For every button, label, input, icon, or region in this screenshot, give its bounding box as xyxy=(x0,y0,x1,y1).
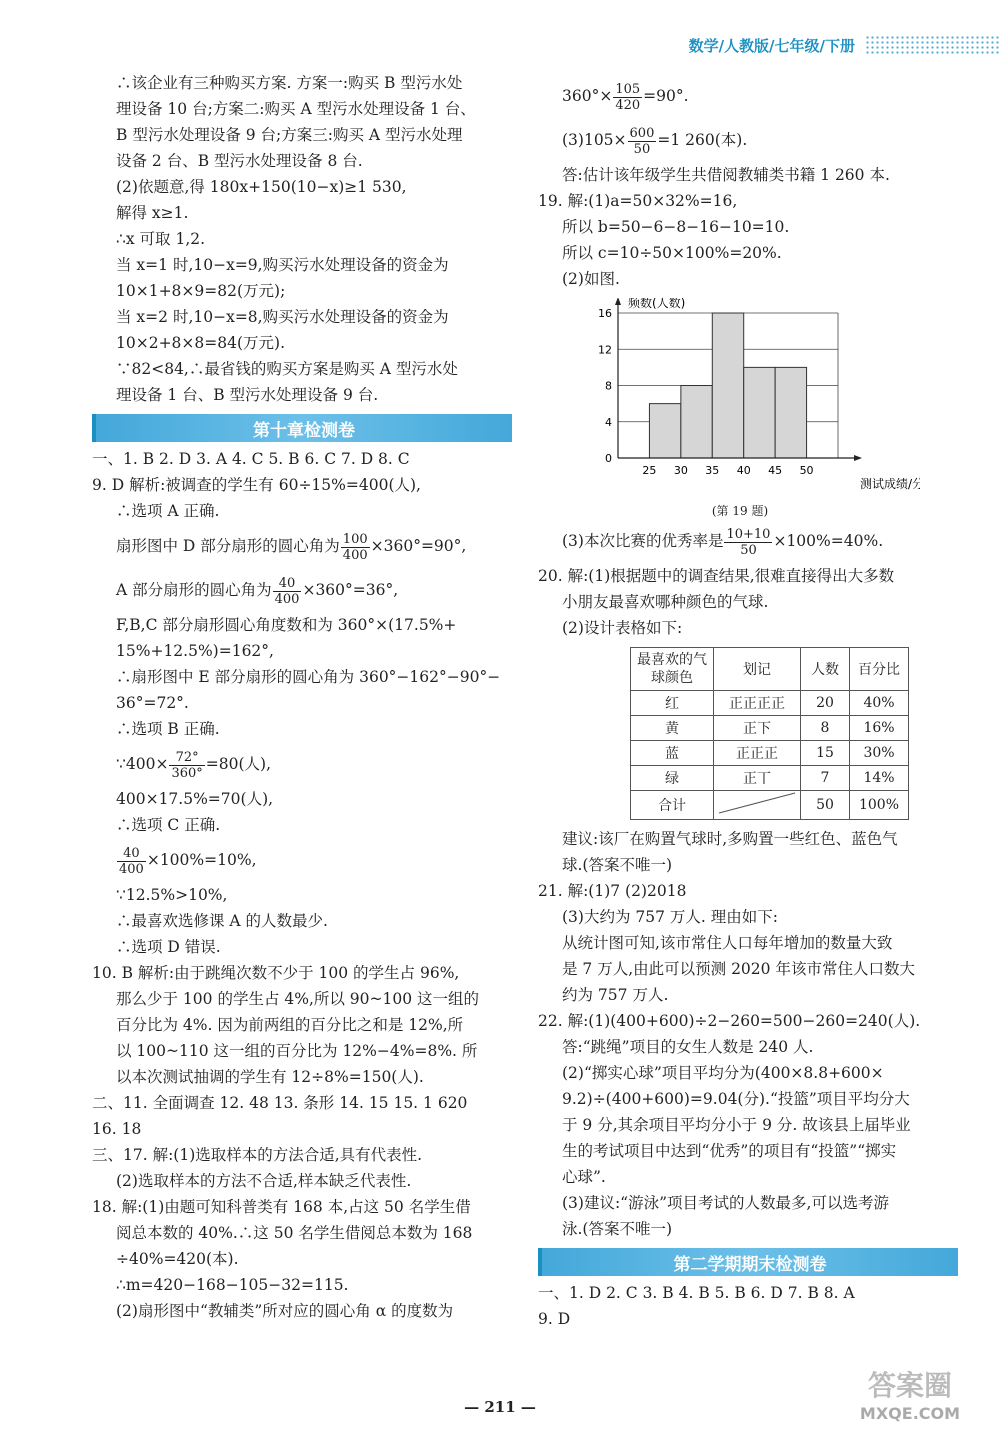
formula-text: A 部分扇形的圆心角为 xyxy=(116,581,272,599)
text-line: 理设备 10 台;方案二:购买 A 型污水处理设备 1 台、 xyxy=(116,100,476,118)
text-line: 所以 c=10÷50×100%=20%. xyxy=(562,244,782,262)
table-cell: 15 xyxy=(801,741,850,766)
table-cell: 蓝 xyxy=(631,741,714,766)
fraction xyxy=(169,750,204,781)
formula-line xyxy=(538,519,958,563)
fraction-numerator: 40 xyxy=(117,846,146,862)
y-axis-label: 频数(人数) xyxy=(628,298,686,310)
chart-caption: (第 19 题) xyxy=(711,504,769,518)
formula-text: 扇形图中 D 部分扇形的圆心角为 xyxy=(116,537,340,555)
text-line: ∴选项 D 错误. xyxy=(116,938,221,956)
answer-line: 21. 解:(1)7 (2)2018 xyxy=(538,882,687,900)
fraction-denominator: 420 xyxy=(615,97,641,113)
fraction-numerator: 105 xyxy=(615,81,641,97)
fraction xyxy=(613,82,642,113)
fraction-denominator: 400 xyxy=(342,547,368,563)
answer-line: 19. 解:(1)a=50×32%=16, xyxy=(538,192,738,210)
text-line: 36°=72°. xyxy=(116,694,189,712)
left-column xyxy=(92,70,512,1324)
formula-line xyxy=(538,74,958,118)
text-line: 答:估计该年级学生共借阅教辅类书籍 1 260 本. xyxy=(562,166,890,184)
text-line: ∵82<84,∴最省钱的购买方案是购买 A 型污水处 xyxy=(116,360,458,378)
fraction-numerator: 72° xyxy=(169,750,204,766)
text-line: (2)选取样本的方法不合适,样本缺乏代表性. xyxy=(116,1172,412,1190)
text-line: 解得 x≥1. xyxy=(116,204,189,222)
table-row xyxy=(631,791,909,820)
balloon-color-table xyxy=(630,647,909,820)
text-line: (2)如图. xyxy=(562,270,620,288)
diagonal-slash xyxy=(717,791,797,815)
watermark-text: 答案圈 xyxy=(867,1369,952,1402)
fraction-denominator: 50 xyxy=(633,141,651,157)
text-line: ∴选项 C 正确. xyxy=(116,816,221,834)
watermark-logo xyxy=(840,1364,980,1434)
table-header-cell: 划记 xyxy=(714,648,801,691)
text-line: ∴该企业有三种购买方案. 方案一:购买 B 型污水处 xyxy=(116,74,463,92)
y-tick-label: 12 xyxy=(598,343,612,357)
table-cell: 红 xyxy=(631,691,714,716)
right-column xyxy=(538,74,958,1332)
x-tick-label: 35 xyxy=(705,464,720,477)
answer-line: 三、17. 解:(1)选取样本的方法合适,具有代表性. xyxy=(92,1146,423,1164)
table-cell: 正正正正 xyxy=(714,691,801,716)
formula-text: =80(人), xyxy=(205,755,271,773)
formula-line xyxy=(92,838,512,882)
answer-line: 16. 18 xyxy=(92,1120,142,1138)
text-line: ∴扇形图中 E 部分扇形的圆心角为 360°−162°−90°− xyxy=(116,668,501,686)
fraction-numerator: 100 xyxy=(342,531,368,547)
text-line: (2)扇形图中“教辅类”所对应的圆心角 α 的度数为 xyxy=(116,1302,454,1320)
x-tick-label: 45 xyxy=(768,464,783,477)
formula-line xyxy=(92,568,512,612)
fraction-denominator: 400 xyxy=(119,861,144,877)
table-cell: 黄 xyxy=(631,716,714,741)
text-line: 从统计图可知,该市常住人口每年增加的数量大致 xyxy=(562,934,893,952)
fraction xyxy=(724,527,772,558)
text-line: 建议:该厂在购置气球时,多购置一些红色、蓝色气 xyxy=(562,830,898,848)
formula-text: ×360°=90°, xyxy=(370,537,467,555)
page-header xyxy=(620,28,1000,62)
table-row xyxy=(631,691,909,716)
text-line: 10×1+8×9=82(万元); xyxy=(116,282,286,300)
table-cell: 14% xyxy=(850,766,909,791)
text-line: ∴最喜欢选修课 A 的人数最少. xyxy=(116,912,328,930)
text-line: 设备 2 台、B 型污水处理设备 8 台. xyxy=(116,152,363,170)
formula-text: ×100%=40%. xyxy=(773,532,884,550)
y-tick-label: 4 xyxy=(605,415,612,429)
formula-text: =90°. xyxy=(643,87,689,105)
table-row xyxy=(631,716,909,741)
text-line: 以本次测试抽调的学生有 12÷8%=150(人). xyxy=(116,1068,424,1086)
fraction xyxy=(628,126,657,157)
table-cell: 正正正 xyxy=(714,741,801,766)
text-line: ∴m=420−168−105−32=115. xyxy=(116,1276,349,1294)
text-line: 是 7 万人,由此可以预测 2020 年该市常住人口数大 xyxy=(562,960,915,978)
formula-line xyxy=(92,742,512,786)
formula-text: 360°× xyxy=(562,87,613,105)
section-banner-final-exam: 第二学期期末检测卷 xyxy=(538,1248,958,1276)
table-header-row xyxy=(631,648,909,691)
text-line: 以 100~110 这一组的百分比为 12%−4%=8%. 所 xyxy=(116,1042,478,1060)
text-line: 小朋友最喜欢哪种颜色的气球. xyxy=(562,593,769,611)
formula-text: (3)本次比赛的优秀率是 xyxy=(562,532,724,550)
table-cell: 8 xyxy=(801,716,850,741)
fraction-denominator: 50 xyxy=(740,542,757,558)
fraction-numerator: 600 xyxy=(629,125,655,141)
fraction-denominator: 360° xyxy=(171,765,203,781)
x-axis-arrow xyxy=(854,455,862,461)
histogram-chart xyxy=(590,298,920,498)
text-line: 10×2+8×8=84(万元). xyxy=(116,334,286,352)
text-line: 400×17.5%=70(人), xyxy=(116,790,274,808)
table-cell: 100% xyxy=(850,791,909,820)
text-line: 生的考试项目中达到“优秀”的项目有“投篮”“掷实 xyxy=(562,1142,897,1160)
text-line: 于 9 分,其余项目平均分小于 9 分. 故该县上届毕业 xyxy=(562,1116,911,1134)
table-cell: 正下 xyxy=(714,716,801,741)
text-line: (3)建议:“游泳”项目考试的人数最多,可以选考游 xyxy=(562,1194,889,1212)
watermark-url: MXQE.COM xyxy=(859,1404,961,1423)
table-row xyxy=(631,766,909,791)
table-cell: 绿 xyxy=(631,766,714,791)
fraction-denominator: 400 xyxy=(274,591,300,607)
header-text: 最喜欢的气球颜色 xyxy=(637,652,707,686)
table-cell-diagonal xyxy=(714,791,801,820)
fraction xyxy=(273,576,302,607)
answer-line: 9. D 解析:被调查的学生有 60÷15%=400(人), xyxy=(92,476,421,494)
y-tick-label: 0 xyxy=(605,452,612,465)
text-line: 当 x=2 时,10−x=8,购买污水处理设备的资金为 xyxy=(116,308,449,326)
table-header-cell: 百分比 xyxy=(850,648,909,691)
histogram-bar xyxy=(681,386,712,459)
x-tick-label: 40 xyxy=(736,464,751,477)
header-title: 数学/人教版/七年级/下册 xyxy=(688,36,855,55)
text-line: 理设备 1 台、B 型污水处理设备 9 台. xyxy=(116,386,379,404)
formula-text: ∵400× xyxy=(116,755,169,773)
y-tick-label: 16 xyxy=(598,307,612,320)
formula-line xyxy=(538,118,958,162)
histogram-bar xyxy=(712,313,743,458)
y-axis-arrow xyxy=(615,298,621,305)
text-line: B 型污水处理设备 9 台;方案三:购买 A 型污水处理 xyxy=(116,126,463,144)
x-axis-label: 测试成绩/分 xyxy=(860,477,920,491)
histogram-bar xyxy=(649,404,680,458)
table-cell: 正丅 xyxy=(714,766,801,791)
text-line: (3)大约为 757 万人. 理由如下: xyxy=(562,908,778,926)
formula-text: =1 260(本). xyxy=(657,131,748,149)
fraction xyxy=(341,532,370,563)
table-cell: 7 xyxy=(801,766,850,791)
answer-line: 9. D xyxy=(538,1310,571,1328)
histogram-figure xyxy=(590,298,920,519)
answer-line: 一、1. B 2. D 3. A 4. C 5. B 6. C 7. D 8. C xyxy=(92,450,410,468)
answer-line: 18. 解:(1)由题可知科普类有 168 本,占这 50 名学生借 xyxy=(92,1198,471,1216)
text-line: 所以 b=50−6−8−16−10=10. xyxy=(562,218,790,236)
formula-text: ×360°=36°, xyxy=(302,581,399,599)
fraction-numerator: 40 xyxy=(273,576,302,592)
histogram-bar xyxy=(744,367,775,458)
text-line: F,B,C 部分扇形圆心角度数和为 360°×(17.5%+ xyxy=(116,616,457,634)
histogram-bar xyxy=(775,367,806,458)
text-line: 15%+12.5%)=162°, xyxy=(116,642,274,660)
text-line: ∵12.5%>10%, xyxy=(116,886,228,904)
text-line: 阅总本数的 40%.∴这 50 名学生借阅总本数为 168 xyxy=(116,1224,473,1242)
text-line: 百分比为 4%. 因为前两组的百分比之和是 12%,所 xyxy=(116,1016,464,1034)
fraction-numerator: 10+10 xyxy=(726,526,771,542)
fraction xyxy=(117,846,146,877)
x-tick-label: 30 xyxy=(673,464,688,477)
text-line: ∴x 可取 1,2. xyxy=(116,230,206,248)
answer-line: 22. 解:(1)(400+600)÷2−260=500−260=240(人). xyxy=(538,1012,921,1030)
header-dot-pattern xyxy=(865,35,1000,55)
text-line: (2)依题意,得 180x+150(10−x)≥1 530, xyxy=(116,178,407,196)
text-line: ÷40%=420(本). xyxy=(116,1250,239,1268)
text-line: ∴选项 A 正确. xyxy=(116,502,220,520)
table-header-cell: 人数 xyxy=(801,648,850,691)
formula-text: ×100%=10%, xyxy=(146,851,257,869)
table-cell: 40% xyxy=(850,691,909,716)
page-number: — 211 — xyxy=(464,1398,536,1416)
table-cell: 合计 xyxy=(631,791,714,820)
table-cell: 30% xyxy=(850,741,909,766)
text-line: 答:“跳绳”项目的女生人数是 240 人. xyxy=(562,1038,814,1056)
answer-line: 20. 解:(1)根据题中的调查结果,很难直接得出大多数 xyxy=(538,567,895,585)
formula-text: (3)105× xyxy=(562,131,627,149)
text-line: 那么少于 100 的学生占 4%,所以 90~100 这一组的 xyxy=(116,990,480,1008)
table-cell: 16% xyxy=(850,716,909,741)
x-tick-label: 25 xyxy=(642,464,657,477)
table-header-cell xyxy=(631,648,714,691)
text-line: 泳.(答案不唯一) xyxy=(562,1220,673,1238)
answer-line: 一、1. D 2. C 3. B 4. B 5. B 6. D 7. B 8. A xyxy=(538,1284,855,1302)
formula-line xyxy=(92,524,512,568)
table-row xyxy=(631,741,909,766)
text-line: (2)“掷实心球”项目平均分为(400×8.8+600× xyxy=(562,1064,884,1082)
table-cell: 50 xyxy=(801,791,850,820)
table-cell: 20 xyxy=(801,691,850,716)
text-line: (2)设计表格如下: xyxy=(562,619,683,637)
text-line: 9.2)÷(400+600)=9.04(分).“投篮”项目平均分大 xyxy=(562,1090,910,1108)
y-tick-label: 8 xyxy=(605,379,612,393)
text-line: 约为 757 万人. xyxy=(562,986,669,1004)
answer-line: 二、11. 全面调查 12. 48 13. 条形 14. 15 15. 1 620 xyxy=(92,1094,468,1112)
text-line: 球.(答案不唯一) xyxy=(562,856,673,874)
section-banner-chapter10: 第十章检测卷 xyxy=(92,414,512,442)
text-line: 当 x=1 时,10−x=9,购买污水处理设备的资金为 xyxy=(116,256,449,274)
x-tick-label: 50 xyxy=(799,464,814,477)
answer-line: 10. B 解析:由于跳绳次数不少于 100 的学生占 96%, xyxy=(92,964,460,982)
text-line: ∴选项 B 正确. xyxy=(116,720,220,738)
text-line: 心球”. xyxy=(562,1168,606,1186)
